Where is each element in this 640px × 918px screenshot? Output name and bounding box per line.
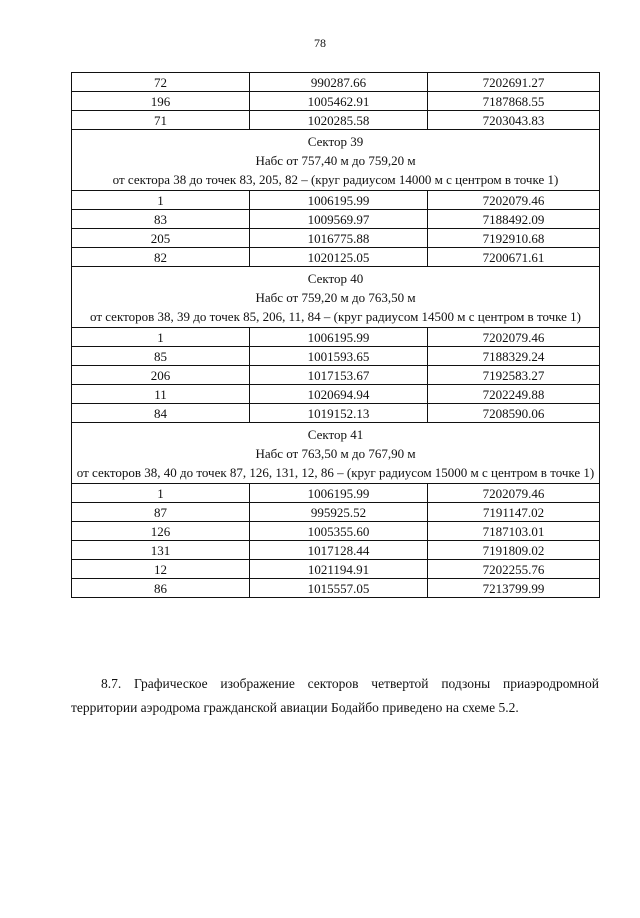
y-coordinate-cell: 7208590.06	[428, 404, 600, 423]
x-coordinate-cell: 995925.52	[250, 503, 428, 522]
section-paragraph: 8.7. Графическое изображение секторов четвертой подзоны приаэродромной территории аэродрома гражданской авиации Бодайбо приведено на схеме 5.2.	[71, 676, 599, 715]
point-number-cell: 126	[72, 522, 250, 541]
page-number: 78	[314, 36, 326, 50]
y-coordinate-cell: 7200671.61	[428, 248, 600, 267]
y-coordinate-cell: 7191809.02	[428, 541, 600, 560]
table-row	[72, 248, 600, 267]
point-number-cell: 87	[72, 503, 250, 522]
x-coordinate-cell: 1006195.99	[250, 191, 428, 210]
y-coordinate-cell: 7187868.55	[428, 92, 600, 111]
sector-title: Сектор 41	[307, 427, 364, 442]
table-row	[72, 210, 600, 229]
sector-header	[72, 423, 600, 484]
y-coordinate-cell: 7192583.27	[428, 366, 600, 385]
y-coordinate-cell: 7202255.76	[428, 560, 600, 579]
y-coordinate-cell: 7202079.46	[428, 328, 600, 347]
point-number-cell: 196	[72, 92, 250, 111]
point-number-cell: 72	[72, 73, 250, 92]
coordinates-table	[71, 72, 600, 598]
point-number-cell: 86	[72, 579, 250, 598]
table-row	[72, 191, 600, 210]
point-number-cell: 205	[72, 229, 250, 248]
point-number-cell: 1	[72, 191, 250, 210]
sector-height-range: Набс от 757,40 м до 759,20 м	[255, 153, 416, 168]
y-coordinate-cell: 7202691.27	[428, 73, 600, 92]
x-coordinate-cell: 990287.66	[250, 73, 428, 92]
y-coordinate-cell: 7202079.46	[428, 484, 600, 503]
sector-header-row	[72, 130, 600, 191]
y-coordinate-cell: 7213799.99	[428, 579, 600, 598]
table-row	[72, 385, 600, 404]
y-coordinate-cell: 7192910.68	[428, 229, 600, 248]
x-coordinate-cell: 1017153.67	[250, 366, 428, 385]
x-coordinate-cell: 1019152.13	[250, 404, 428, 423]
x-coordinate-cell: 1017128.44	[250, 541, 428, 560]
x-coordinate-cell: 1005462.91	[250, 92, 428, 111]
point-number-cell: 1	[72, 328, 250, 347]
point-number-cell: 12	[72, 560, 250, 579]
table-row	[72, 92, 600, 111]
x-coordinate-cell: 1020285.58	[250, 111, 428, 130]
y-coordinate-cell: 7202249.88	[428, 385, 600, 404]
x-coordinate-cell: 1015557.05	[250, 579, 428, 598]
point-number-cell: 1	[72, 484, 250, 503]
table-row	[72, 522, 600, 541]
x-coordinate-cell: 1020125.05	[250, 248, 428, 267]
x-coordinate-cell: 1001593.65	[250, 347, 428, 366]
table-row	[72, 229, 600, 248]
x-coordinate-cell: 1020694.94	[250, 385, 428, 404]
point-number-cell: 85	[72, 347, 250, 366]
y-coordinate-cell: 7191147.02	[428, 503, 600, 522]
sector-height-range: Набс от 763,50 м до 767,90 м	[255, 446, 416, 461]
sector-header	[72, 130, 600, 191]
point-number-cell: 11	[72, 385, 250, 404]
x-coordinate-cell: 1009569.97	[250, 210, 428, 229]
y-coordinate-cell: 7203043.83	[428, 111, 600, 130]
point-number-cell: 71	[72, 111, 250, 130]
y-coordinate-cell: 7202079.46	[428, 191, 600, 210]
y-coordinate-cell: 7188492.09	[428, 210, 600, 229]
x-coordinate-cell: 1005355.60	[250, 522, 428, 541]
x-coordinate-cell: 1006195.99	[250, 328, 428, 347]
y-coordinate-cell: 7188329.24	[428, 347, 600, 366]
sector-header-row	[72, 423, 600, 484]
x-coordinate-cell: 1016775.88	[250, 229, 428, 248]
table-row	[72, 328, 600, 347]
point-number-cell: 83	[72, 210, 250, 229]
x-coordinate-cell: 1021194.91	[250, 560, 428, 579]
sector-description: от секторов 38, 39 до точек 85, 206, 11, 84 – (круг радиусом 14500 м с центром в точке 1)	[89, 309, 582, 324]
table-row	[72, 503, 600, 522]
sector-title: Сектор 40	[307, 271, 364, 286]
sector-description: от секторов 38, 40 до точек 87, 126, 131, 12, 86 – (круг радиусом 15000 м с центром в точке 1)	[76, 465, 595, 480]
sector-description: от сектора 38 до точек 83, 205, 82 – (круг радиусом 14000 м с центром в точке 1)	[112, 172, 559, 187]
table-row	[72, 73, 600, 92]
table-row	[72, 541, 600, 560]
point-number-cell: 84	[72, 404, 250, 423]
sector-height-range: Набс от 759,20 м до 763,50 м	[255, 290, 416, 305]
table-row	[72, 366, 600, 385]
y-coordinate-cell: 7187103.01	[428, 522, 600, 541]
sector-title: Сектор 39	[307, 134, 364, 149]
table-row	[72, 404, 600, 423]
table-row	[72, 484, 600, 503]
point-number-cell: 82	[72, 248, 250, 267]
table-row	[72, 560, 600, 579]
sector-header	[72, 267, 600, 328]
table-row	[72, 579, 600, 598]
sector-header-row	[72, 267, 600, 328]
table-row	[72, 347, 600, 366]
table-row	[72, 111, 600, 130]
point-number-cell: 131	[72, 541, 250, 560]
point-number-cell: 206	[72, 366, 250, 385]
x-coordinate-cell: 1006195.99	[250, 484, 428, 503]
